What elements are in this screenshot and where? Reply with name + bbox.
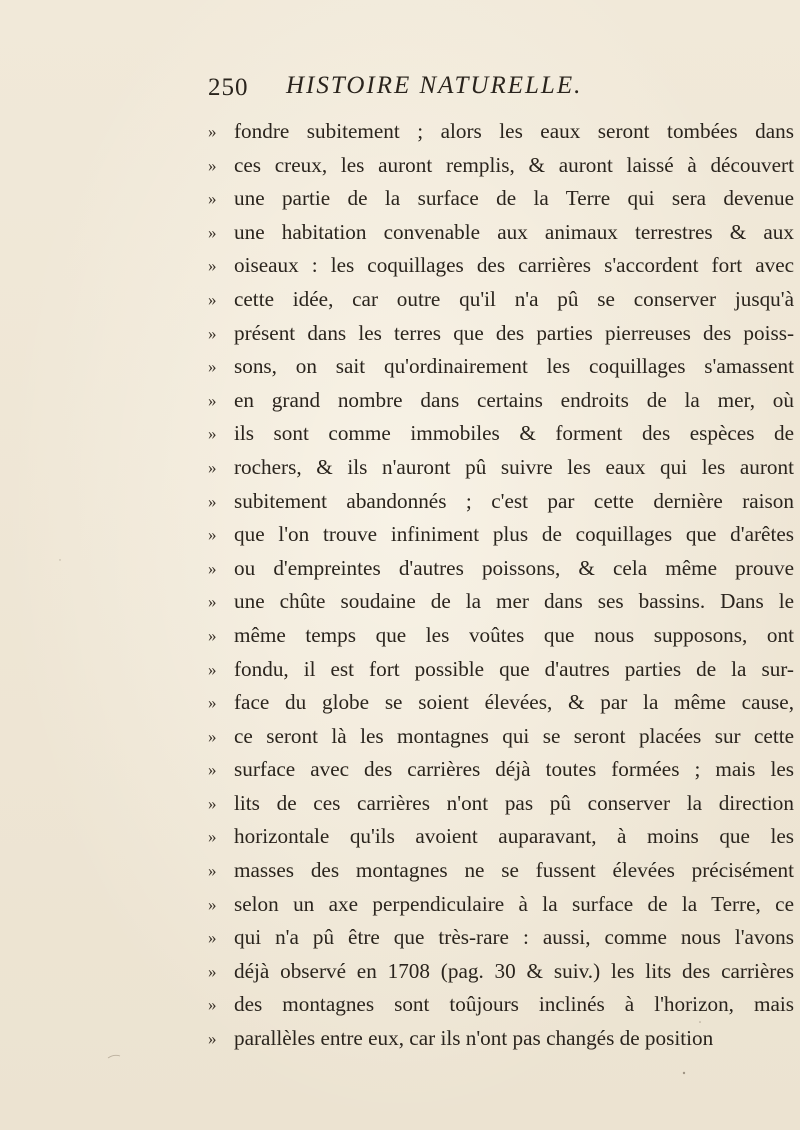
quotation-mark: » [208,726,217,746]
line-text: horizontale qu'ils avoient auparavant, à moins que les [234,824,794,849]
text-line [208,585,793,619]
quotation-mark: » [208,424,217,444]
quotation-mark: » [208,491,217,511]
quotation-mark: » [208,122,217,141]
line-text: subitement abandonnés ; c'est par cette dernière raison [234,488,794,513]
page-number: 250 [208,74,249,101]
quotation-mark: » [208,793,217,813]
text-line [208,485,793,519]
line-text: une partie de la surface de la Terre qui sera devenue [234,186,794,211]
quotation-mark: » [208,961,217,981]
line-text: fondu, il est fort possible que d'autres parties de la sur- [234,656,794,681]
body-text [208,115,793,1056]
quotation-mark: » [208,289,217,309]
text-line [208,451,793,485]
line-text: selon un axe perpendiculaire à la surface de la Terre, ce [234,891,794,916]
quotation-mark: » [208,995,217,1015]
line-text: fondre subitement ; alors les eaux seront tombées dans [234,119,794,143]
line-text: déjà observé en 1708 (pag. 30 & suiv.) les lits des carrières [234,958,794,983]
text-line [208,182,793,216]
text-line [208,753,793,787]
quotation-mark: » [208,525,217,545]
line-text: parallèles entre eux, car ils n'ont pas changés de position [234,1026,714,1051]
line-text: une habitation convenable aux animaux terrestres & aux [234,219,794,244]
page-header [208,72,648,106]
text-line [208,787,793,821]
quotation-mark: » [208,323,217,343]
text-line [208,820,793,854]
text-line [208,619,793,653]
line-text: surface avec des carrières déjà toutes formées ; mais les [234,757,794,782]
text-line [208,720,793,754]
text-line [208,888,793,922]
text-line [208,955,793,989]
quotation-mark: » [208,189,217,209]
text-line [208,653,793,687]
text-line [208,317,793,351]
text-line [208,417,793,451]
quotation-mark: » [208,592,217,612]
line-text: une chûte soudaine de la mer dans ses bassins. Dans le [234,589,794,614]
line-text: ces creux, les auront remplis, & auront laissé à découvert [234,152,794,177]
quotation-mark: » [208,928,217,948]
line-text: présent dans les terres que des parties pierreuses des poiss- [234,320,794,345]
quotation-mark: » [208,894,217,914]
line-text: qui n'a pû être que très-rare : aussi, comme nous l'avons [234,925,794,950]
text-line [208,552,793,586]
text-line [208,149,793,183]
quotation-mark: » [208,256,217,276]
line-text: cette idée, car outre qu'il n'a pû se conserver jusqu'à [234,286,794,311]
line-text: des montagnes sont toûjours inclinés à l'horizon, mais [234,992,794,1017]
quotation-mark: » [208,625,217,645]
quotation-mark: » [208,659,217,679]
text-line [208,988,793,1022]
line-text: lits de ces carrières n'ont pas pû conserver la direction [234,790,794,815]
quotation-mark: » [208,861,217,881]
text-line [208,350,793,384]
quotation-mark: » [208,558,217,578]
running-title: HISTOIRE NATURELLE. [286,72,583,99]
quotation-mark: » [208,155,217,175]
text-line [208,283,793,317]
text-line [208,216,793,250]
quotation-mark: » [208,760,217,780]
quotation-mark: » [208,1029,217,1049]
line-text: même temps que les voûtes que nous supposons, ont [234,622,794,647]
text-line [208,686,793,720]
line-text: ou d'empreintes d'autres poissons, & cela même prouve [234,555,794,580]
line-text: face du globe se soient élevées, & par la même cause, [234,690,794,715]
text-line [208,921,793,955]
text-line [208,384,793,418]
text-line [208,1022,793,1056]
line-text: que l'on trouve infiniment plus de coquillages que d'arêtes [234,522,794,547]
line-text: ils sont comme immobiles & forment des espèces de [234,421,794,446]
text-line [208,249,793,283]
text-line [208,518,793,552]
quotation-mark: » [208,222,217,242]
line-text: rochers, & ils n'auront pû suivre les eaux qui les auront [234,454,794,479]
quotation-mark: » [208,693,217,713]
line-text: en grand nombre dans certains endroits de la mer, où [234,387,794,412]
quotation-mark: » [208,390,217,410]
quotation-mark: » [208,457,217,477]
line-text: ce seront là les montagnes qui se seront placées sur cette [234,723,794,748]
line-text: oiseaux : les coquillages des carrières s'accordent fort avec [234,253,794,278]
text-line [208,115,793,149]
line-text: sons, on sait qu'ordinairement les coquillages s'amassent [234,354,794,379]
quotation-mark: » [208,827,217,847]
quotation-mark: » [208,357,217,377]
line-text: masses des montagnes ne se fussent élevées précisément [234,858,794,883]
text-line [208,854,793,888]
